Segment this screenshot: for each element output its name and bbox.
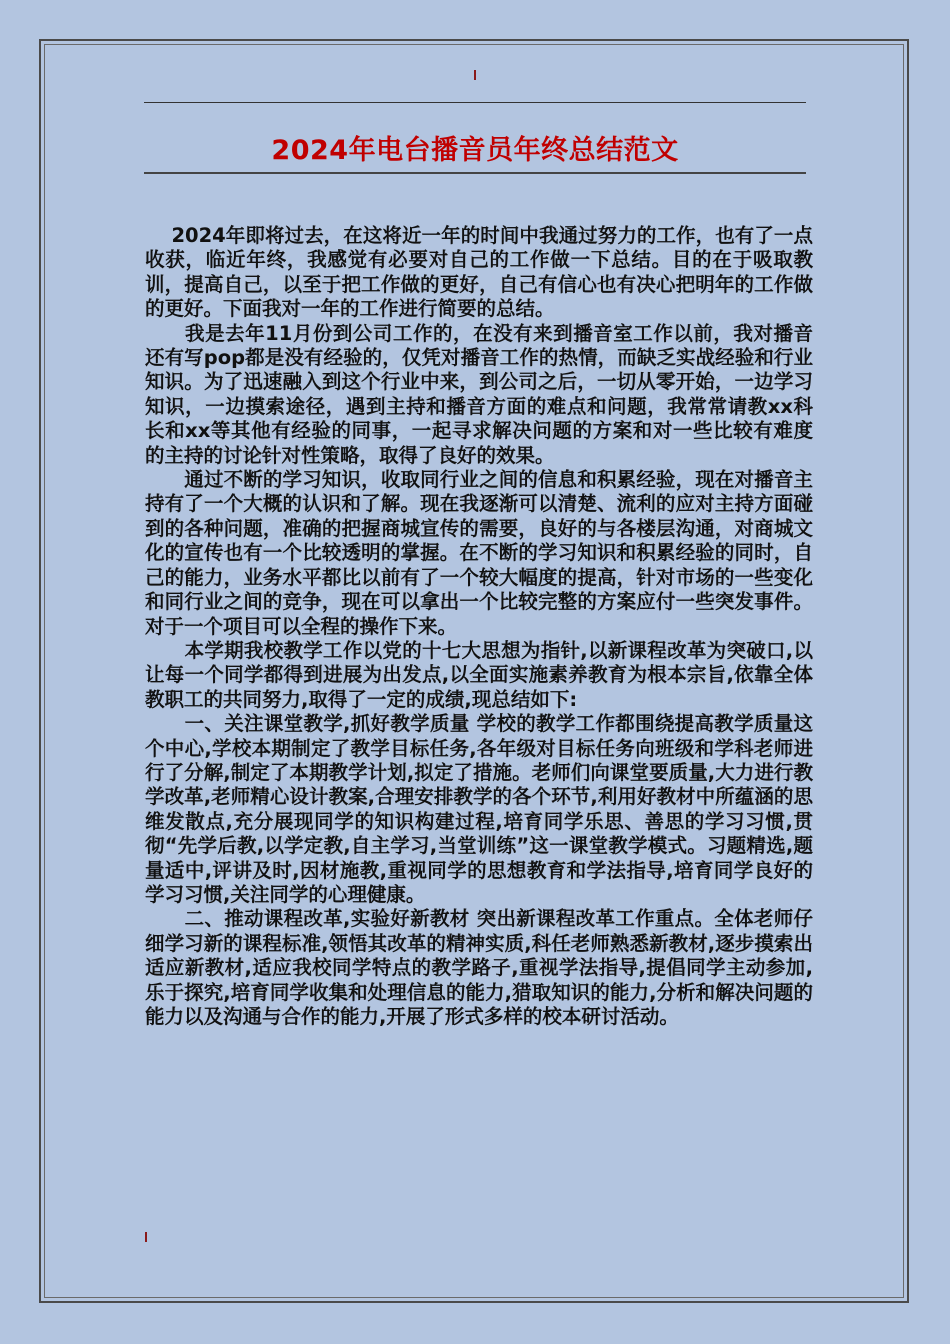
title-underline-rule — [144, 172, 806, 174]
footer-text-cursor-mark — [145, 1232, 147, 1242]
paragraph: 一、关注课堂教学,抓好教学质量 学校的教学工作都围绕提高教学质量这个中心,学校本期制定了教学目标任务,各年级对目标任务向班级和学科老师进行了分解,制定了本期教学计划,拟定了措施。老师们向课堂要质量,大力进行教学改革,老师精心设计教案,合理安排教学的各个环节,利用好教材中所蕴涵的思维发散点,充分展现同学的知识构建过程,培育同学乐思、善思的学习习惯,贯彻“先学后教,以学定教,自主学习,当堂训练”这一课堂教学模式。习题精选,题量适中,评讲及时,因材施教,重视同学的思想教育和学法指导,培育同学良好的学习习惯,关注同学的心理健康。 — [145, 712, 813, 906]
paragraph: 本学期我校教学工作以党的十七大思想为指针,以新课程改革为突破口,以让每一个同学都得到进展为出发点,以全面实施素养教育为根本宗旨,依靠全体教职工的共同努力,取得了一定的成绩,现总结如下: — [145, 638, 813, 711]
paragraph: 我是去年11月份到公司工作的，在没有来到播音室工作以前，我对播音还有写pop都是没有经验的，仅凭对播音工作的热情，而缺乏实战经验和行业知识。为了迅速融入到这个行业中来，到公司之后，一切从零开始，一边学习知识，一边摸索途径，遇到主持和播音方面的难点和问题，我常常请教xx科长和xx等其他有经验的同事，一起寻求解决问题的方案和对一些比较有难度的主持的讨论针对性策略，取得了良好的效果。 — [145, 321, 813, 467]
paragraph: 二、推动课程改革,实验好新教材 突出新课程改革工作重点。全体老师仔细学习新的课程标准,领悟其改革的精神实质,科任老师熟悉新教材,逐步摸索出适应新教材,适应我校同学特点的教学路子,重视学法指导,提倡同学主动参加,乐于探究,培育同学收集和处理信息的能力,猎取知识的能力,分析和解决问题的能力以及沟通与合作的能力,开展了形式多样的校本研讨活动。 — [145, 907, 813, 1028]
header-rule — [144, 102, 806, 103]
header-text-cursor-mark — [474, 70, 476, 80]
paragraph: 通过不断的学习知识，收取同行业之间的信息和积累经验，现在对播音主持有了一个大概的认识和了解。现在我逐渐可以清楚、流利的应对主持方面碰到的各种问题，准确的把握商城宣传的需要，良好的与各楼层沟通，对商城文化的宣传也有一个比较透明的掌握。在不断的学习知识和积累经验的同时，自己的能力，业务水平都比以前有了一个较大幅度的提高，针对市场的一些变化和同行业之间的竞争，现在可以拿出一个比较完整的方案应付一些突发事件。对于一个项目可以全程的操作下来。 — [145, 468, 813, 638]
paragraph: 2024年即将过去，在这将近一年的时间中我通过努力的工作，也有了一点收获，临近年终，我感觉有必要对自己的工作做一下总结。目的在于吸取教训，提高自己，以至于把工作做的更好，自己有信心也有决心把明年的工作做的更好。下面我对一年的工作进行简要的总结。 — [145, 224, 813, 321]
document-title: 2024年电台播音员年终总结范文 — [271, 135, 679, 166]
document-body — [145, 224, 813, 1029]
